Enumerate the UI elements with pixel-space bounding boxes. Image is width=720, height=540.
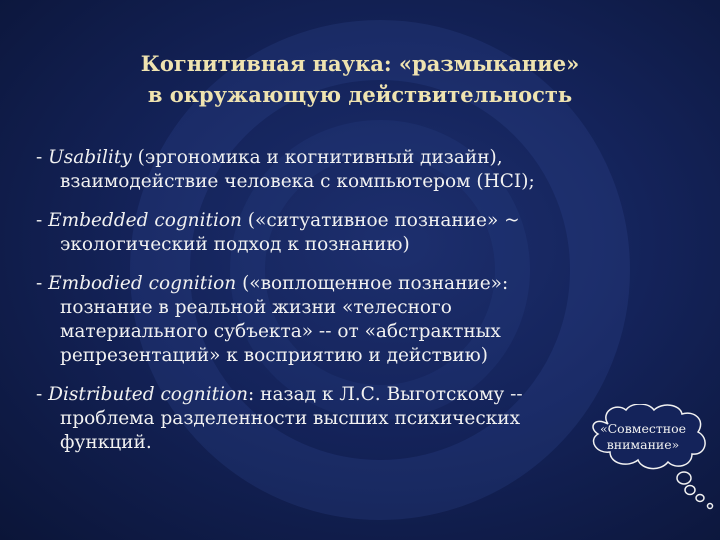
thought-bubble-large bbox=[677, 472, 691, 484]
item-term: Usability bbox=[48, 147, 132, 168]
item-prefix: - bbox=[36, 384, 49, 405]
thought-bubble-medium bbox=[685, 486, 695, 495]
item-prefix: - bbox=[36, 147, 49, 168]
thought-bubble-small bbox=[696, 495, 704, 502]
list-item bbox=[36, 146, 596, 194]
item-term: Distributed cognition bbox=[48, 384, 249, 405]
title-line-2: в окружающую действительность bbox=[147, 82, 573, 107]
list-item bbox=[36, 209, 596, 257]
item-prefix: - bbox=[36, 210, 49, 231]
bullet-list bbox=[36, 146, 596, 470]
list-item bbox=[36, 383, 596, 455]
item-text: («ситуативное познание» ~ экологический подход к познанию) bbox=[60, 210, 520, 255]
item-prefix: - bbox=[36, 273, 49, 294]
callout-line-2: внимание» bbox=[606, 437, 680, 452]
list-item bbox=[36, 272, 596, 368]
item-text: («воплощенное познание»: познание в реальной жизни «телесного материального субъекта» -- от «абстрактных репрезентаций» к восприятию и действию) bbox=[60, 273, 509, 366]
callout-line-1: «Совместное bbox=[599, 421, 687, 436]
item-term: Embedded cognition bbox=[48, 210, 242, 231]
item-text: : назад к Л.С. Выготскому -- проблема разделенности высших психических функций. bbox=[60, 384, 523, 453]
item-term: Embodied cognition bbox=[48, 273, 237, 294]
slide-title bbox=[0, 48, 720, 110]
callout-text bbox=[590, 421, 696, 453]
title-line-1: Когнитивная наука: «размыкание» bbox=[140, 51, 580, 76]
item-text: (эргономика и когнитивный дизайн), взаимодействие человека с компьютером (HCI); bbox=[60, 147, 535, 192]
thought-bubble-tiny bbox=[708, 504, 713, 509]
